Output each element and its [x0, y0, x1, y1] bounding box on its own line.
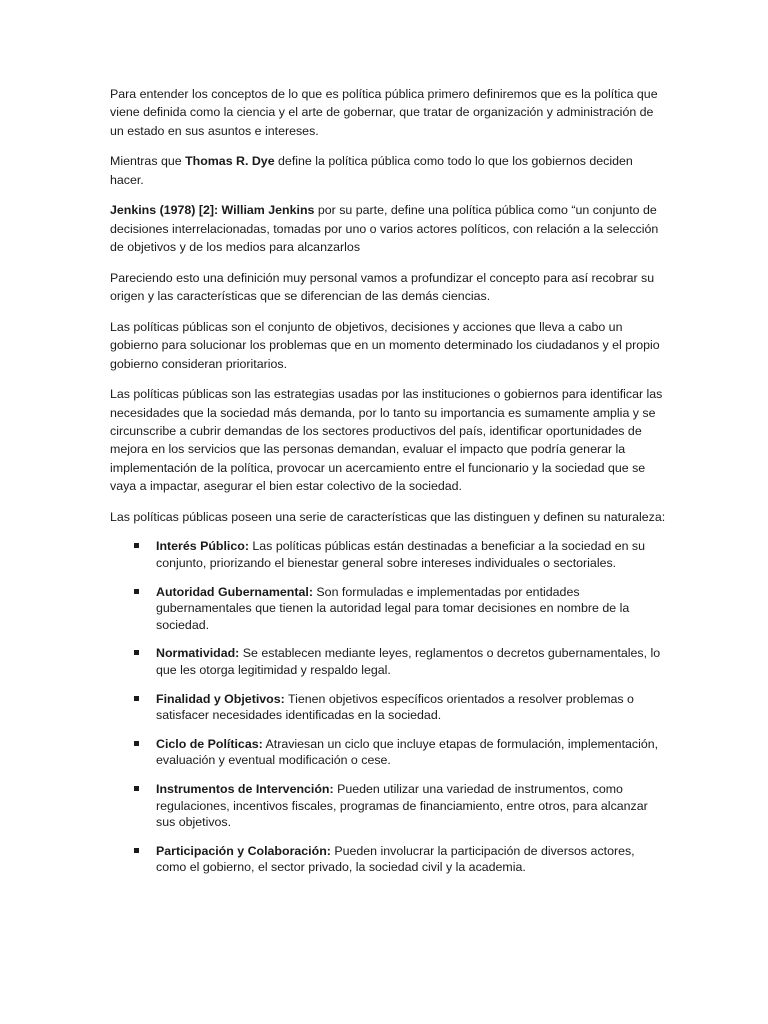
list-item: [156, 691, 668, 724]
list-item-term: Interés Público:: [156, 539, 249, 554]
bullet-square-icon: [134, 741, 139, 746]
list-item: [156, 645, 668, 678]
list-item-text: Pueden utilizar una variedad de instrumentos, como regulaciones, incentivos fiscales, programas de financiamiento, entre otros, para alcanzar sus objetivos.: [156, 781, 648, 830]
list-item-term: Autoridad Gubernamental:: [156, 584, 313, 599]
paragraph-dye: [110, 152, 668, 189]
paragraph-dye-post: define la política pública como todo lo que los gobiernos deciden hacer.: [110, 154, 633, 187]
paragraph-policies-goals: Las políticas públicas son el conjunto de objetivos, decisiones y acciones que lleva a cabo un gobierno para solucionar los problemas que en un momento determinado los ciudadanos y el propio gobierno consideran prioritarios.: [110, 319, 660, 371]
paragraph-dye-pre: Mientras que: [110, 154, 186, 169]
bullet-square-icon: [134, 848, 139, 853]
list-item-term: Instrumentos de Intervención:: [156, 781, 334, 796]
paragraph-policies-strategies: Las políticas públicas son las estrategias usadas por las instituciones o gobiernos para identificar las necesidades que la sociedad más demanda, por lo tanto su importancia es sumamente amplia y se circunscribe a cubrir demandas de los sectores productivos del país, identificar oportunidades de mejora en los servicios que las personas demandan, evaluar el impacto que podría generar la implementación de la política, provocar un acercamiento entre el funcionario y la sociedad que se vaya a impactar, asegurar el bien estar colectivo de la sociedad.: [110, 387, 663, 493]
bullet-square-icon: [134, 650, 139, 655]
paragraph-characteristics-intro: Las políticas públicas poseen una serie de características que las distinguen y definen su naturaleza:: [110, 509, 666, 524]
list-item-text: Las políticas públicas están destinadas a beneficiar a la sociedad en su conjunto, priorizando el bienestar general sobre intereses individuales o sectoriales.: [156, 539, 646, 571]
list-item-text: Tienen objetivos específicos orientados a resolver problemas o satisfacer necesidades identificadas en la sociedad.: [156, 691, 634, 723]
author-jenkins: Jenkins (1978) [2]: William Jenkins: [110, 203, 315, 218]
list-item-text: Atraviesan un ciclo que incluye etapas de formulación, implementación, evaluación y eventual modificación o cese.: [156, 736, 659, 768]
list-item: [156, 584, 668, 634]
list-item: [156, 843, 668, 876]
paragraph-intro: Para entender los conceptos de lo que es política pública primero definiremos que es la política que viene definida como la ciencia y el arte de gobernar, que tratar de organización y administración de un estado en sus asuntos e intereses.: [110, 87, 658, 138]
list-item-term: Participación y Colaboración:: [156, 843, 331, 858]
paragraph-definition: Pareciendo esto una definición muy personal vamos a profundizar el concepto para así recobrar su origen y las características que se diferencian de las demás ciencias.: [110, 270, 655, 304]
list-item-term: Finalidad y Objetivos:: [156, 691, 285, 706]
list-item-term: Normatividad:: [156, 646, 240, 661]
author-dye: Thomas R. Dye: [185, 154, 275, 169]
bullet-square-icon: [134, 589, 139, 594]
list-item-text: Son formuladas e implementadas por entidades gubernamentales que tienen la autoridad legal para tomar decisiones en nombre de la sociedad.: [156, 584, 630, 632]
paragraph-jenkins-post: por su parte, define una política pública como “un conjunto de decisiones interrelacionadas, tomadas por uno o varios actores políticos, con relación a la selección de objetivos y de los medios para alcanzarlos: [110, 203, 659, 255]
paragraph-jenkins: [110, 201, 668, 256]
list-item: [156, 538, 668, 571]
bullet-square-icon: [134, 696, 139, 701]
bullet-square-icon: [134, 543, 139, 548]
bullet-square-icon: [134, 786, 139, 791]
list-item-text: Se establecen mediante leyes, reglamentos o decretos gubernamentales, lo que les otorga legitimidad y respaldo legal.: [156, 646, 661, 677]
list-item-term: Ciclo de Políticas:: [156, 736, 263, 751]
list-item: [156, 736, 668, 769]
characteristics-list: [110, 538, 668, 876]
list-item: [156, 781, 668, 831]
list-item-text: Pueden involucrar la participación de diversos actores, como el gobierno, el sector privado, la sociedad civil y la academia.: [156, 843, 635, 875]
